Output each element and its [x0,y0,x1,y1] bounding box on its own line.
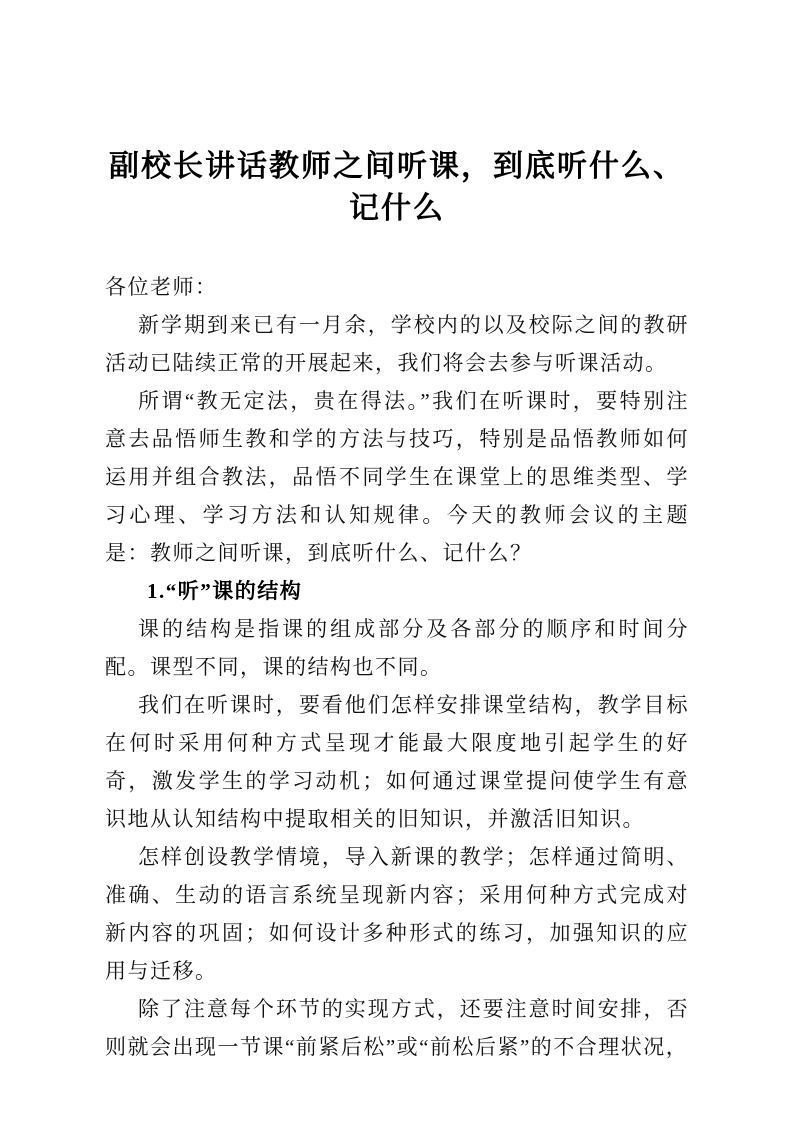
document-content [105,0,689,1066]
paragraph: 怎样创设教学情境，导入新课的教学；怎样通过简明、准确、生动的语言系统呈现新内容；采用何种方式完成对新内容的巩固；如何设计多种形式的练习，加强知识的应用与迁移。 [105,845,689,983]
paragraph: 我们在听课时，要看他们怎样安排课堂结构，教学目标在何时采用何种方式呈现才能最大限度地引起学生的好奇，激发学生的学习动机；如何通过课堂提问使学生有意识地从认知结构中提取相关的旧知识，并激活旧知识。 [105,693,689,831]
document-body [105,306,689,1066]
paragraph: 除了注意每个环节的实现方式，还要注意时间安排，否则就会出现一节课“前紧后松”或“前松后紧”的不合理状况， [105,997,689,1059]
document-title: 副校长讲话教师之间听课，到底听什么、记什么 [109,150,685,225]
paragraph: 所谓“教无定法，贵在得法。”我们在听课时，要特别注意去品悟师生教和学的方法与技巧，特别是品悟教师如何运用并组合教法，品悟不同学生在课堂上的思维类型、学习心理、学习方法和认知规律。今天的教师会议的主题是：教师之间听课，到底听什么、记什么？ [105,389,689,565]
paragraph: 课的结构是指课的组成部分及各部分的顺序和时间分配。课型不同，课的结构也不同。 [105,617,689,679]
section-heading: 1.“听”课的结构 [147,579,303,603]
salutation: 各位老师： [105,275,218,299]
paragraph: 新学期到来已有一月余，学校内的以及校际之间的教研活动已陆续正常的开展起来，我们将会去参与听课活动。 [105,313,689,375]
